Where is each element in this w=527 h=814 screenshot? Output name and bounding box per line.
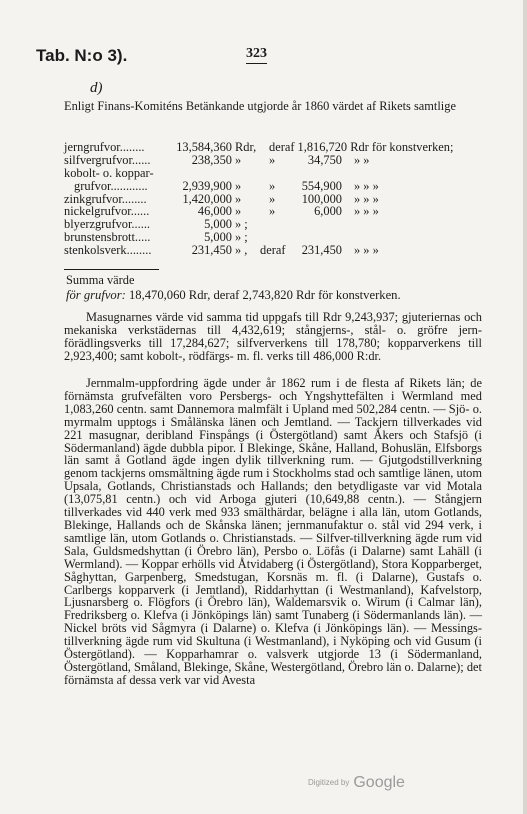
row-ditto-marks: » » » [354,243,379,258]
row-ditto-marks: » » [354,152,370,167]
row-name: zinkgrufvor........ [64,191,147,206]
row-value: 5,000 [204,230,232,245]
row-value: 231,450 [191,243,232,258]
row-ditto-marks: » » » [354,178,379,193]
page-number: 323 [246,46,267,61]
row-unit: » [235,204,242,219]
row-value: 13,584,360 [176,140,232,154]
row-value: 2,939,900 [182,178,232,193]
sum-label [66,273,134,288]
row-unit: » ; [235,230,248,245]
row-ditto: » [269,178,276,193]
row-value: 238,350 [191,152,232,167]
page-edge [523,0,527,814]
sum-label-text: Summa värde [66,273,135,287]
row-ditto-marks: » » » [354,191,379,206]
table-row [64,244,494,257]
paragraph: Masugnarnes värde vid samma tid uppgafs till Rdr 9,243,937; gjuteriernas och mekaniska verkstädernas till 4,432,619; stångjerns-, stål- o. gröfre jern-förädlingsverks till 17,284,627; silfververkens till 178,780; kopparverkens till 2,923,400; samt kobolt-, rödfärgs- m. fl. verks till 486,000 R:dr. [64,310,482,363]
sum-total-label: för grufvor: [66,288,126,302]
row-part-value: 6,000 [314,204,342,219]
google-logo: Google [353,774,405,791]
row-name: grufvor............ [74,178,148,193]
row-name: stenkolsverk........ [64,243,152,258]
row-ditto: » [269,191,276,206]
table-row [64,154,494,167]
row-ditto-marks: » » » [354,204,379,219]
row-value: 46,000 [197,204,232,219]
row-part-value: 231,450 [301,243,342,258]
value-table [64,141,494,257]
row-ditto: deraf [260,243,286,258]
row-unit: » ; [235,217,248,232]
row-value: 1,420,000 [182,191,232,206]
row-unit: » [235,191,242,206]
table-row [64,167,494,180]
table-row [64,180,494,193]
row-name: blyerzgrufvor...... [64,217,151,232]
paragraph: Jernmalm-uppfordring ägde under år 1862 rum i de flesta af Rikets län; de förnämsta grufvefälten voro Persbergs- och Yngshyttefälten i Wermland med 1,083,260 centn. samt Dannemora malmfält i Upland med 502,284 centn. — Sjö- o. myrmalm upptogs i Smålänska länen och Jemtland. — Tackjern tillverkades vid 221 masugnar, deribland Finspångs (i Östergötland) samt Åkers och Stafsjö (i Södermanland) ägde dubbla pipor. I Blekinge, Skåne, Halland, Bohuslän, Elfsborgs län samt å Gotland ägde ingen dylik tillverkning rum. — Gjutgodstillverkning genom tackjerns omsmältning ägde rum i Stockholms stad och samtlige länen, utom Upsala, Gotlands, Christianstads och Hallands; den betydligaste var vid Motala (13,075,81 centn.) och vid Arboga gjuteri (10,649,88 centn.). — Stångjern tillverkades vid 440 verk med 933 smälthärdar, belägne i alla län, utom Gotlands, Blekinge, Hallands och de Skånska länen; jernmanufaktur o. stål vid 294 verk, i samtlige län, utom Gotlands o. Christianstads. — Silfver-tillverkning ägde rum vid Sala, Guldsmedshyttan (i Örebro län), Persbo o. Löfås (i Dalarne) samt Lahäll (i Wermland). — Koppar erhölls vid Åtvidaberg (i Östergötland), Stora Kopparberget, Såghyttan, Garpenberg, Smedstugan, Korsnäs m. fl. (i Dalarne), Gustafs o. Carlbergs kopparverk (i Jemtland), Riddarhyttan (i Westmanland), Kafvelstorp, Ljusnarsberg o. Flögfors (i Örebro län), Waldemarsvik o. Wirum (i Calmar län), Fredriksberg o. Klefva (i Jönköpings län) samt Tunaberg (i Södermanlands län). — Nickel bröts vid Sågmyra (i Dalarne) o. Klefva (i Jönköpings län). — Messings-tillverkning ägde rum vid Skultuna (i Westmanland), i Nyköping och vid Gusum (i Östergötland). — Kopparhamrar o. valsverk utgjorde 13 (i Södermanland, Östergötland, Småland, Blekinge, Skåne, Westergötland, Örebro län o. Dalarne); det förnämsta af dessa verk var vid Avesta [64,376,482,687]
row-tail: deraf 1,816,720 Rdr för konstverken; [269,140,454,154]
row-part-value: 554,900 [301,178,342,193]
section-label: d) [90,80,103,96]
row-value: 5,000 [204,217,232,232]
row-ditto: » [269,152,276,167]
sum-rule [64,269,159,270]
intro-text: Enligt Finans-Komiténs Betänkande utgjorde år 1860 värdet af Rikets samtlige [64,99,456,113]
table-reference: Tab. N:o 3). [36,46,128,65]
sum-total [66,288,401,303]
row-part-value: 100,000 [301,191,342,206]
digitized-footer [308,774,405,792]
row-ditto: » [269,204,276,219]
row-name: silfvergrufvor...... [64,152,151,167]
row-unit: » , [235,243,248,258]
row-unit: Rdr, [235,140,257,154]
row-unit: » [235,178,242,193]
row-name: kobolt- o. koppar- [64,165,154,180]
sum-total-text: 18,470,060 Rdr, deraf 2,743,820 Rdr för konstverken. [128,288,401,302]
row-part-value: 34,750 [307,152,342,167]
row-name: brunstensbrott..... [64,230,151,245]
digitized-by-text: Digitized by [308,778,350,788]
row-name: jerngrufvor........ [64,140,145,154]
row-name: nickelgrufvor...... [64,204,150,219]
row-unit: » [235,152,242,167]
table-row [64,141,494,154]
